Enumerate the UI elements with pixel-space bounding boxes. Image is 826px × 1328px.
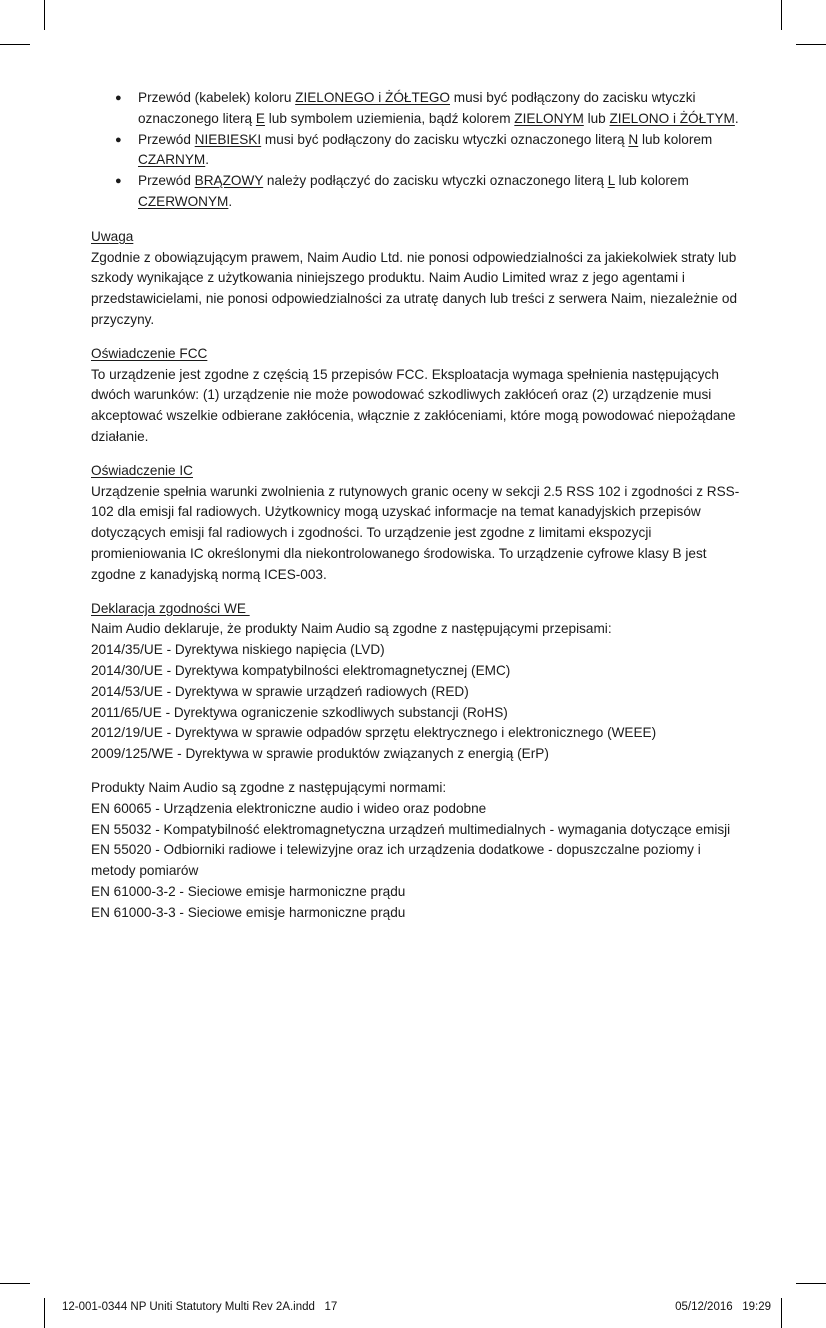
standards-line-en61000-3-2: EN 61000-3-2 - Sieciowe emisje harmoniczne prądu — [91, 883, 406, 899]
bullet-dot-icon: ● — [115, 133, 122, 146]
standards-line-en55032: EN 55032 - Kompatybilność elektromagnetyczna urządzeń multimedialnych - wymagania dotyczące emisji — [91, 821, 731, 837]
bullet-dot-icon: ● — [115, 92, 122, 104]
text-run: . — [734, 110, 739, 126]
we-line-weee: 2012/19/UE - Dyrektywa w sprawie odpadów sprzętu elektrycznego i elektronicznego (WEEE) — [91, 725, 657, 741]
section-we-declaration — [91, 599, 741, 765]
crop-mark-top-right-vertical — [781, 0, 782, 30]
we-line-lvd: 2014/35/UE - Dyrektywa niskiego napięcia (LVD) — [91, 642, 385, 658]
text-run: należy podłączyć do zacisku wtyczki oznaczonego literą — [263, 173, 608, 189]
text-run: . — [228, 193, 233, 209]
we-line-rohs: 2011/65/UE - Dyrektywa ograniczenie szkodliwych substancji (RoHS) — [91, 704, 508, 720]
slug-date-time: 05/12/2016 19:29 — [675, 1301, 771, 1313]
crop-mark-top-left-vertical — [44, 0, 45, 30]
wiring-bullet-neutral — [91, 130, 741, 172]
section-heading-we: Deklaracja zgodności WE — [91, 600, 250, 616]
document-body — [91, 88, 741, 936]
underlined-term: CZERWONYM — [138, 193, 229, 209]
crop-mark-bottom-right-horizontal — [796, 1283, 826, 1284]
section-heading-ic: Oświadczenie IC — [91, 462, 193, 478]
we-line-intro: Naim Audio deklaruje, że produkty Naim Audio są zgodne z następującymi przepisami: — [91, 621, 612, 637]
standards-line-en55020: EN 55020 - Odbiorniki radiowe i telewizyjne oraz ich urządzenia dodatkowe - dopuszczalne poziomy i metody pomiarów — [91, 842, 701, 879]
slug-file-name: 12-001-0344 NP Uniti Statutory Multi Rev 2A.indd 17 — [62, 1301, 338, 1313]
wiring-bullet-live — [91, 171, 741, 213]
crop-mark-bottom-left-horizontal — [0, 1283, 30, 1284]
underlined-term: E — [255, 110, 265, 126]
section-uwaga — [91, 227, 741, 331]
section-heading-fcc: Oświadczenie FCC — [91, 345, 208, 361]
section-ic — [91, 461, 741, 586]
section-body-uwaga: Zgodnie z obowiązującym prawem, Naim Audio Ltd. nie ponosi odpowiedzialności za jakiekolwiek straty lub szkody wynikające z użytkowania niniejszego produktu. Naim Audio Limited wraz z jego agentami i przedstawicielami, nie ponosi odpowiedzialności za utratę danych lub treści z serwera Naim, niezależnie od przyczyny. — [91, 249, 738, 327]
wiring-instructions-list — [91, 88, 741, 213]
text-run: lub — [583, 110, 610, 126]
crop-mark-bottom-left-vertical — [44, 1298, 45, 1328]
underlined-term: CZARNYM — [138, 152, 206, 168]
text-run: Przewód — [138, 173, 195, 189]
crop-mark-top-left-horizontal — [0, 44, 30, 45]
text-run: musi być podłączony do zacisku wtyczki oznaczonego literą — [138, 90, 696, 126]
text-run: . — [205, 152, 209, 168]
we-line-emc: 2014/30/UE - Dyrektywa kompatybilności elektromagnetycznej (EMC) — [91, 662, 511, 678]
section-body-fcc: To urządzenie jest zgodne z częścią 15 przepisów FCC. Eksploatacja wymaga spełnienia następujących dwóch warunków: (1) urządzenie nie może powodować szkodliwych zakłóceń oraz (2) urządzenie musi akceptować wszelkie odbierane zakłócenia, włącznie z zakłóceniami, które mogą powodować niepożądane działanie. — [91, 366, 736, 444]
standards-line-en61000-3-3: EN 61000-3-3 - Sieciowe emisje harmoniczne prądu — [91, 904, 406, 920]
wiring-bullet-earth — [91, 88, 741, 130]
text-run: Przewód (kabelek) koloru — [138, 90, 296, 105]
section-body-ic: Urządzenie spełnia warunki zwolnienia z rutynowych granic oceny w sekcji 2.5 RSS 102 i zgodności z RSS-102 dla emisji fal radiowych. Użytkownicy mogą uzyskać informacje na temat kanadyjskich przepisów dotyczących emisji fal radiowych i zgodności. To urządzenie jest zgodne z limitami ekspozycji promieniowania IC określonymi dla niekontrolowanego środowiska. To urządzenie cyfrowe klasy B jest zgodne z kanadyjską normą ICES-003. — [91, 483, 740, 582]
underlined-term: ZIELONEGO i ŻÓŁTEGO — [295, 90, 450, 105]
text-run: lub kolorem — [638, 131, 713, 147]
underlined-term: L — [607, 173, 615, 189]
text-run: Przewód — [138, 131, 195, 147]
text-run: musi być podłączony do zacisku wtyczki oznaczonego literą — [261, 131, 629, 147]
bullet-dot-icon: ● — [115, 175, 122, 188]
underlined-term: NIEBIESKI — [194, 131, 262, 147]
we-line-erp: 2009/125/WE - Dyrektywa w sprawie produktów związanych z energią (ErP) — [91, 746, 549, 762]
underlined-term: N — [628, 131, 639, 147]
crop-mark-top-right-horizontal — [796, 44, 826, 45]
crop-mark-bottom-right-vertical — [781, 1298, 782, 1328]
underlined-term: ZIELONO i ŻÓŁTYM — [609, 110, 735, 126]
standards-line-en60065: EN 60065 - Urządzenia elektroniczne audio i wideo oraz podobne — [91, 800, 487, 816]
section-fcc — [91, 344, 741, 448]
underlined-term: ZIELONYM — [514, 110, 584, 126]
text-run: lub symbolem uziemienia, bądź kolorem — [264, 110, 515, 126]
section-standards — [91, 778, 741, 924]
we-line-red: 2014/53/UE - Dyrektywa w sprawie urządzeń radiowych (RED) — [91, 683, 469, 699]
underlined-term: BRĄZOWY — [194, 173, 264, 189]
standards-line-intro: Produkty Naim Audio są zgodne z następującymi normami: — [91, 779, 447, 795]
section-heading-uwaga: Uwaga — [91, 228, 134, 244]
text-run: lub kolorem — [614, 173, 689, 189]
